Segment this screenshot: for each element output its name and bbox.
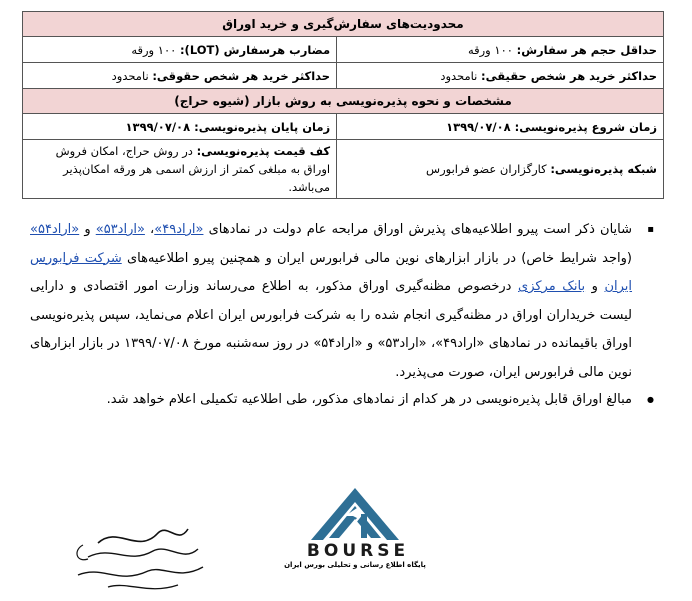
announcement-body: [30, 216, 654, 411]
text-run: و: [79, 222, 96, 237]
text-run: و: [585, 279, 605, 294]
link-arad49[interactable]: «اراد۴۹»: [154, 222, 204, 237]
paragraph-main: [30, 216, 654, 387]
cell-label: حداکثر خرید هر شخص حقوقی:: [152, 68, 331, 83]
table-row: [23, 37, 664, 63]
cell-network: [337, 140, 664, 199]
section-title-auction: مشخصات و نحوه پذیره‌نویسی به روش بازار (شیوه حراج): [23, 89, 664, 114]
cell-value: ۱۳۹۹/۰۷/۰۸: [125, 119, 195, 134]
logo-wordmark: BOURSE: [306, 541, 410, 561]
cell-max-legal: [23, 63, 337, 89]
offering-info-table: [22, 11, 664, 199]
cell-label: شبکه پذیره‌نویسی:: [550, 162, 657, 176]
square-bullet-icon: ▪: [647, 224, 654, 235]
cell-end-date: [23, 114, 337, 140]
text-run: شایان ذکر است پیرو اطلاعیه‌های پذیرش اوراق مرابحه عام دولت در نمادهای: [203, 222, 632, 237]
section-title-order-limits: محدودیت‌های سفارش‌گیری و خرید اوراق: [23, 12, 664, 37]
text-run: مبالغ اوراق قابل پذیره‌نویسی در هر کدام از نمادهای مذکور، طی اطلاعیه تکمیلی اعلام خواهد شد.: [106, 392, 632, 407]
text-run: درخصوص مظنه‌گیری اوراق مذکور، به اطلاع می‌رساند وزارت امور اقتصادی و دارایی لیست خریداران اوراق در مظنه‌گیری انجام شده را به شرکت فرابورس ایران اعلام می‌نماید، سپس پذیره‌نویسی اوراق باقیمانده در نمادهای «اراد۴۹»، «اراد۵۳» و «اراد۵۴» در روز سه‌شنبه مورخ ۱۳۹۹/۰۷/۰۸ در بازار ابزارهای نوین مالی فرابورس ایران، صورت می‌پذیرد.: [30, 279, 632, 380]
cell-label: زمان پایان پذیره‌نویسی:: [194, 119, 331, 134]
section-header: [23, 12, 664, 37]
cell-value: در روش حراج، امکان فروش اوراق به مبلغی کمتر از ارزش اسمی هر ورقه امکان‌پذیر می‌باشد.: [55, 144, 331, 194]
section-header: [23, 89, 664, 114]
cell-value: ۱۳۹۹/۰۷/۰۸: [446, 119, 515, 134]
cell-start-date: [337, 114, 664, 140]
paragraph-note: [30, 389, 654, 411]
cell-lot: [23, 37, 337, 63]
link-arad54[interactable]: «اراد۵۴»: [30, 222, 80, 237]
cell-value: ۱۰۰ ورقه: [467, 42, 517, 57]
signature-icon: [58, 515, 218, 600]
cell-label: حداکثر خرید هر شخص حقیقی:: [480, 68, 657, 83]
round-bullet-icon: ●: [647, 395, 654, 404]
table-row: [23, 140, 664, 199]
link-central-bank[interactable]: بانک مرکزی: [518, 279, 586, 294]
link-arad53[interactable]: «اراد۵۳»: [95, 222, 145, 237]
cell-label: کف قیمت پذیره‌نویسی:: [196, 144, 331, 158]
cell-value: ۱۰۰ ورقه: [131, 42, 180, 57]
cell-floor-price: [23, 140, 337, 199]
cell-min-order: [337, 37, 664, 63]
link-farabourse[interactable]: شرکت فرابورس ایران: [30, 250, 633, 294]
cell-label: زمان شروع پذیره‌نویسی:: [514, 119, 657, 134]
cell-value: نامحدود: [111, 68, 153, 83]
cell-value: نامحدود: [440, 68, 481, 83]
text-run: ،: [144, 222, 155, 237]
cell-max-natural: [337, 63, 664, 89]
text-run: (واجد شرایط خاص) در بازار ابزارهای نوین مالی فرابورس ایران و همچنین پیرو اطلاعیه‌های: [121, 250, 632, 266]
table-row: [23, 114, 664, 140]
logo-subtitle: پایگاه اطلاع رسانی و تحلیلی بورس ایران: [284, 561, 426, 569]
cell-value: کارگزاران عضو فرابورس: [426, 162, 551, 176]
cell-label: مضارب هرسفارش (LOT):: [179, 42, 331, 57]
cell-label: حداقل حجم هر سفارش:: [516, 42, 657, 57]
table-row: [23, 63, 664, 89]
